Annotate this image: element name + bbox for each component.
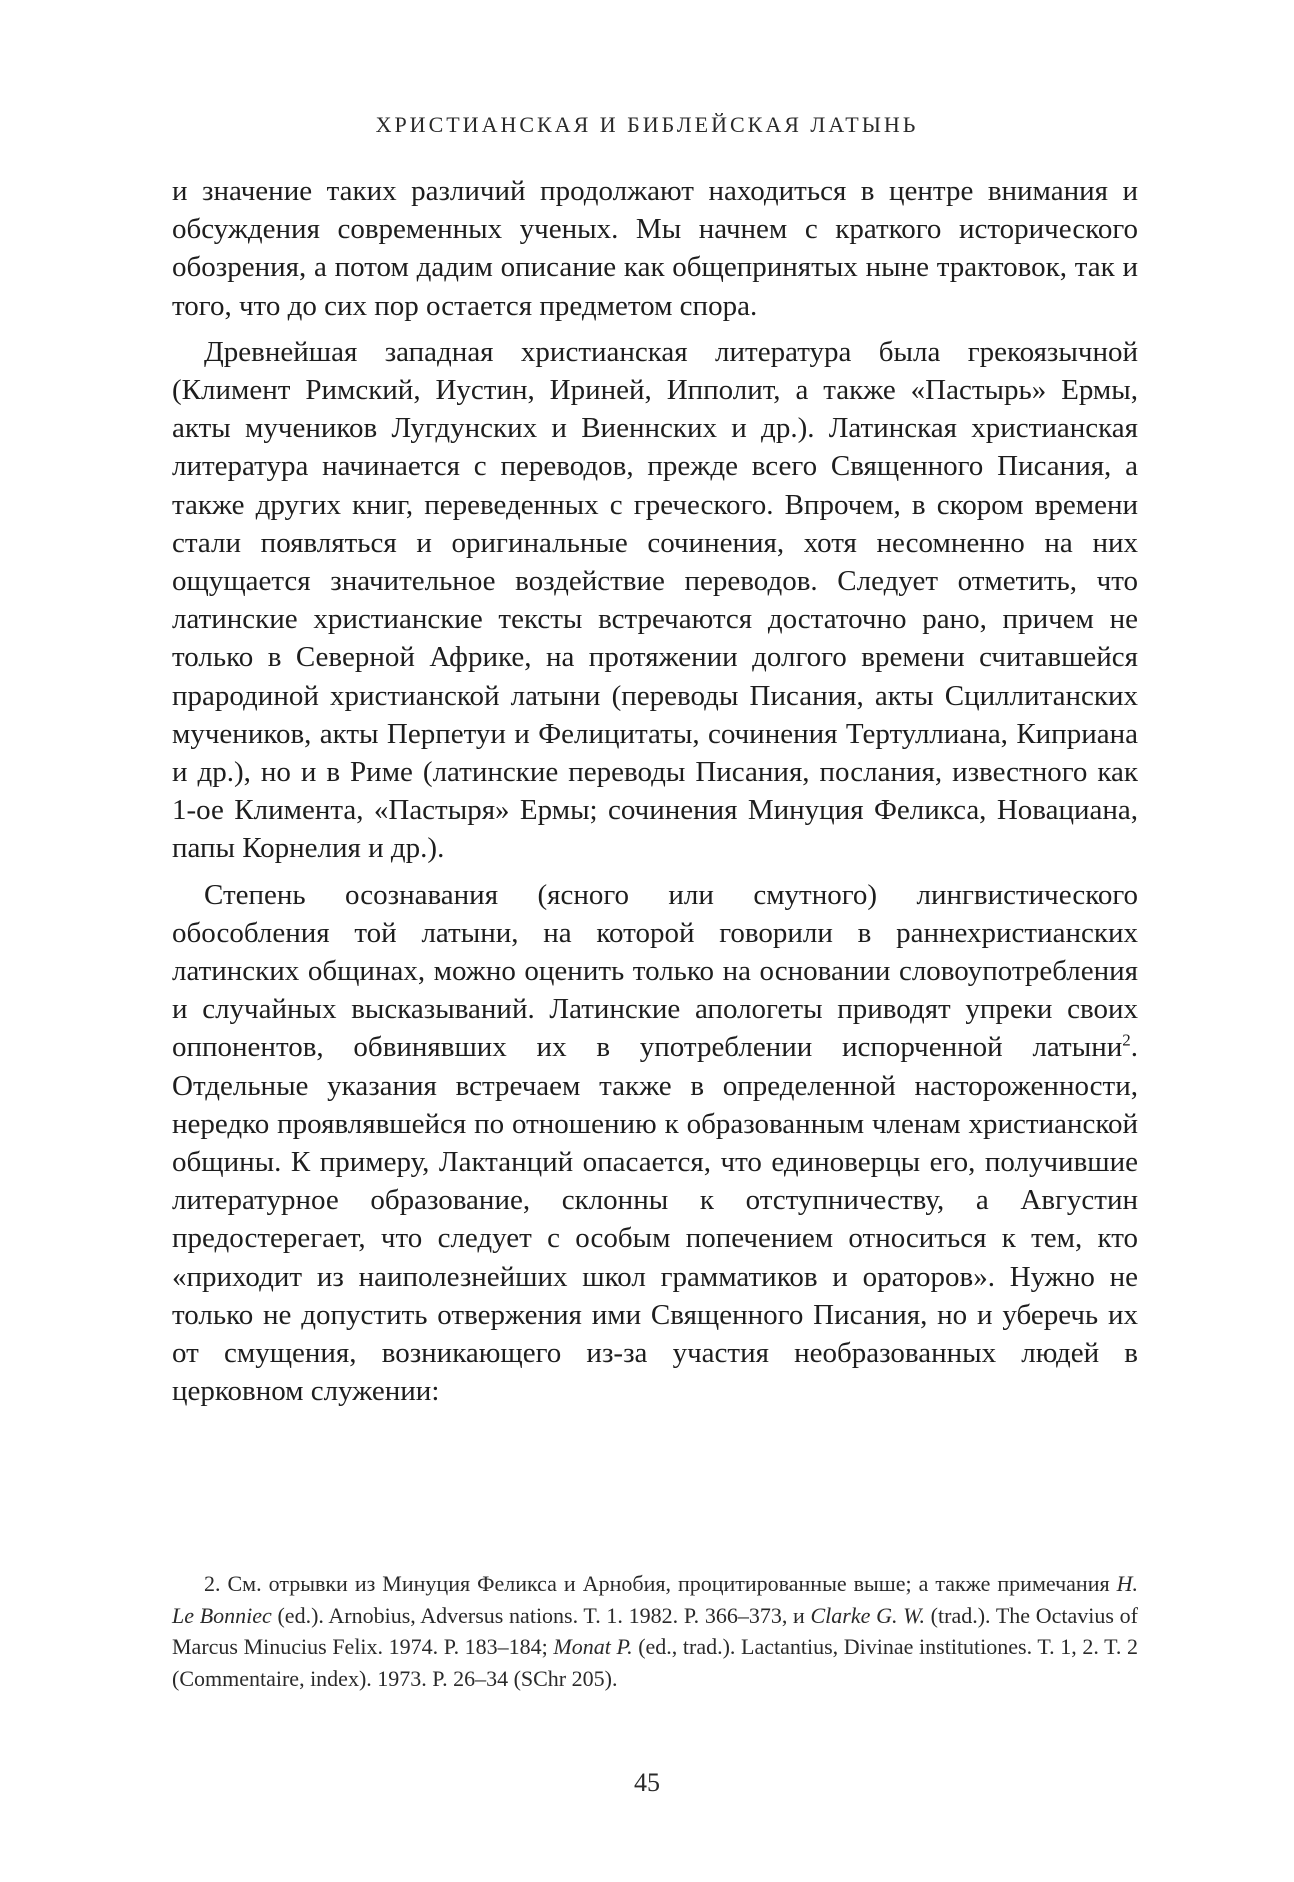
paragraph-1: и значение таких различий продолжают находиться в центре внимания и обсуждения современных ученых. Мы начнем с краткого исторического обозрения, а потом дадим описание как общепринятых ныне трактовок, так и того, что до сих пор остается предметом спора. bbox=[172, 175, 1138, 322]
footnote-author: Clarke G. W. bbox=[810, 1602, 925, 1628]
footnote-author: H. Le Bonniec bbox=[172, 1571, 1138, 1628]
footnotes bbox=[172, 1568, 1138, 1694]
footnote-text: (ed., trad.). Lactantius, Divinae institutiones. T. 1, 2. T. 2 (Commentaire, index). 1973. P. 26–34 (SChr 205). bbox=[172, 1634, 1138, 1691]
main-text bbox=[172, 172, 1138, 1419]
footnote-author: Monat P. bbox=[553, 1634, 633, 1659]
paragraph-3-rest: . Отдельные указания встречаем также в определенной настороженности, нередко проявлявшейся по отношению к образованным членам христианской общины. К примеру, Лактанций опасается, что единоверцы его, получившие литературное образование, склонны к отступничеству, а Августин предостерегает, что следует с особым попечением относиться к тем, кто «приходит из наиполезнейших школ грамматиков и ораторов». Нужно не только не допустить отвержения ими Священного Писания, но и уберечь их от смущения, возникающего из-за участия необразованных людей в церковном служении: bbox=[172, 1031, 1138, 1408]
paragraph-3 bbox=[172, 876, 1138, 1411]
paragraph-2: Древнейшая западная христианская литература была грекоязычной (Климент Римский, Иустин, Ириней, Ипполит, а также «Пастырь» Ермы, акты мучеников Лугдунских и Виеннских и др.). Латинская христианская литература начинается с переводов, прежде всего Священного Писания, а также других книг, переведенных с греческого. Впрочем, в скором времени стали появляться и оригинальные сочинения, хотя несомненно на них ощущается значительное воздействие переводов. Следует отметить, что латинские христианские тексты встречаются достаточно рано, причем не только в Северной Африке, на протяжении долгого времени считавшейся прародиной христианской латыни (переводы Писания, акты Сциллитанских мучеников, акты Перпетуи и Фелицитаты, сочинения Тертуллиана, Киприана и др.), но и в Риме (латинские переводы Писания, послания, известного как 1-ое Климента, «Пастыря» Ермы; сочинения Минуция Феликса, Новациана, папы Корнелия и др.). bbox=[172, 335, 1138, 865]
footnote-text: См. отрывки из Минуция Феликса и Арнобия, процитированные выше; а также примечания bbox=[220, 1571, 1117, 1596]
running-head: ХРИСТИАНСКАЯ И БИБЛЕЙСКАЯ ЛАТЫНЬ bbox=[375, 112, 919, 137]
page-number: 45 bbox=[634, 1768, 660, 1797]
footnote-text: (trad.). The Octavius of Marcus Minucius Felix. 1974. P. 183–184; bbox=[172, 1602, 1138, 1659]
footnote-2 bbox=[172, 1568, 1138, 1694]
footnote-text: (ed.). Arnobius, Adversus nations. T. 1. 1982. P. 366–373, и bbox=[271, 1602, 811, 1628]
footnote-number: 2. bbox=[204, 1571, 221, 1596]
paragraph-3-start: Степень осознавания (ясного или смутного) лингвистического обособления той латыни, на которой говорили в раннехристианских латинских общинах, можно оценить только на основании словоупотребления и случайных высказываний. Латинские апологеты приводят упреки своих оппонентов, обвинявших их в употреблении испорченной латыни bbox=[172, 878, 1138, 1064]
footnote-reference[interactable]: 2 bbox=[1122, 1030, 1131, 1050]
